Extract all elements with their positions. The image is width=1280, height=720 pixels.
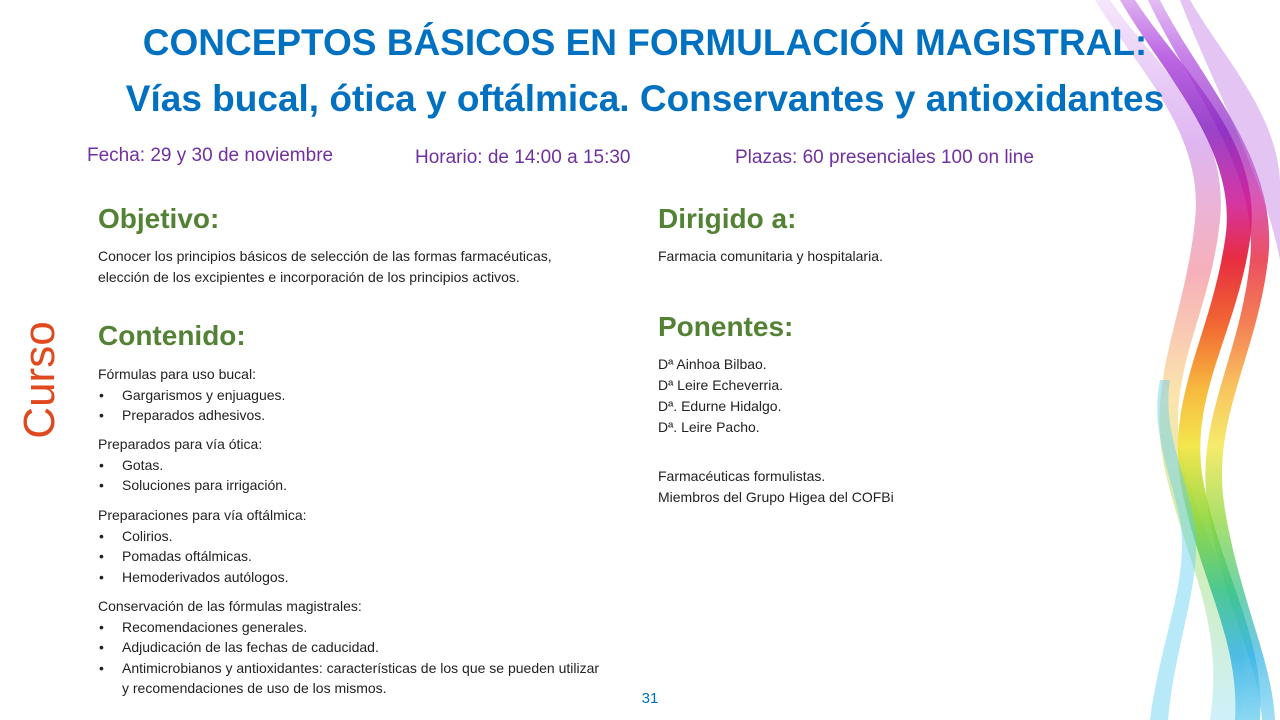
page-number: 31 — [641, 690, 659, 707]
list-item: • Gotas. — [98, 455, 618, 476]
list-item: • Recomendaciones generales. — [98, 617, 608, 638]
ponente-name: Dª Leire Echeverria. — [658, 377, 784, 393]
group-title: Preparaciones para vía oftálmica: — [98, 507, 307, 523]
group-title: Preparados para vía ótica: — [98, 436, 263, 452]
contenido-heading: Contenido: — [98, 320, 246, 351]
horario-text: Horario: de 14:00 a 15:30 — [415, 147, 631, 168]
list-item: • Pomadas oftálmicas. — [98, 546, 618, 567]
bullet-list — [98, 385, 618, 426]
list-item: • Soluciones para irrigación. — [98, 475, 618, 496]
list-item: • Antimicrobianos y antioxidantes: características de los que se pueden utilizar y recomendaciones de uso de los mismos. — [98, 658, 608, 699]
ponentes-note: Miembros del Grupo Higea del COFBi — [658, 489, 894, 505]
contenido-group-conservacion — [98, 596, 608, 699]
ponente-name: Dª. Leire Pacho. — [658, 419, 760, 435]
curso-side-label — [10, 305, 70, 455]
ponentes-notes — [658, 466, 894, 508]
bullet-list — [98, 455, 618, 496]
list-item: • Preparados adhesivos. — [98, 405, 618, 426]
contenido-group-bucal — [98, 364, 618, 426]
objetivo-text — [98, 246, 552, 288]
contenido-group-oftalmica — [98, 505, 618, 587]
fecha-text: Fecha: 29 y 30 de noviembre — [87, 145, 334, 166]
list-item: • Gargarismos y enjuagues. — [98, 385, 618, 406]
ponente-name: Dª Ainhoa Bilbao. — [658, 356, 767, 372]
bullet-list — [98, 526, 618, 588]
bullet-list — [98, 617, 608, 699]
dirigido-text: Farmacia comunitaria y hospitalaria. — [658, 248, 883, 264]
contenido-group-otica — [98, 434, 618, 496]
group-title: Fórmulas para uso bucal: — [98, 366, 256, 382]
plazas-text: Plazas: 60 presenciales 100 on line — [735, 147, 1034, 168]
ponentes-note: Farmacéuticas formulistas. — [658, 468, 826, 484]
page-title-line1: CONCEPTOS BÁSICOS EN FORMULACIÓN MAGISTRAL: — [142, 22, 1148, 63]
group-title: Conservación de las fórmulas magistrales: — [98, 598, 362, 614]
objetivo-line: Conocer los principios básicos de selección de las formas farmacéuticas, — [98, 248, 552, 264]
ponente-name: Dª. Edurne Hidalgo. — [658, 398, 782, 414]
dirigido-heading: Dirigido a: — [658, 203, 797, 234]
list-item: • Adjudicación de las fechas de caducidad. — [98, 637, 608, 658]
ponentes-list — [658, 354, 783, 438]
list-item: • Hemoderivados autólogos. — [98, 567, 618, 588]
ponentes-heading: Ponentes: — [658, 311, 794, 342]
curso-label-text: Curso — [15, 321, 64, 439]
page-title-line2: Vías bucal, ótica y oftálmica. Conservantes y antioxidantes — [125, 78, 1165, 119]
objetivo-line: elección de los excipientes e incorporación de los principios activos. — [98, 269, 520, 285]
list-item: • Colirios. — [98, 526, 618, 547]
objetivo-heading: Objetivo: — [98, 203, 220, 234]
